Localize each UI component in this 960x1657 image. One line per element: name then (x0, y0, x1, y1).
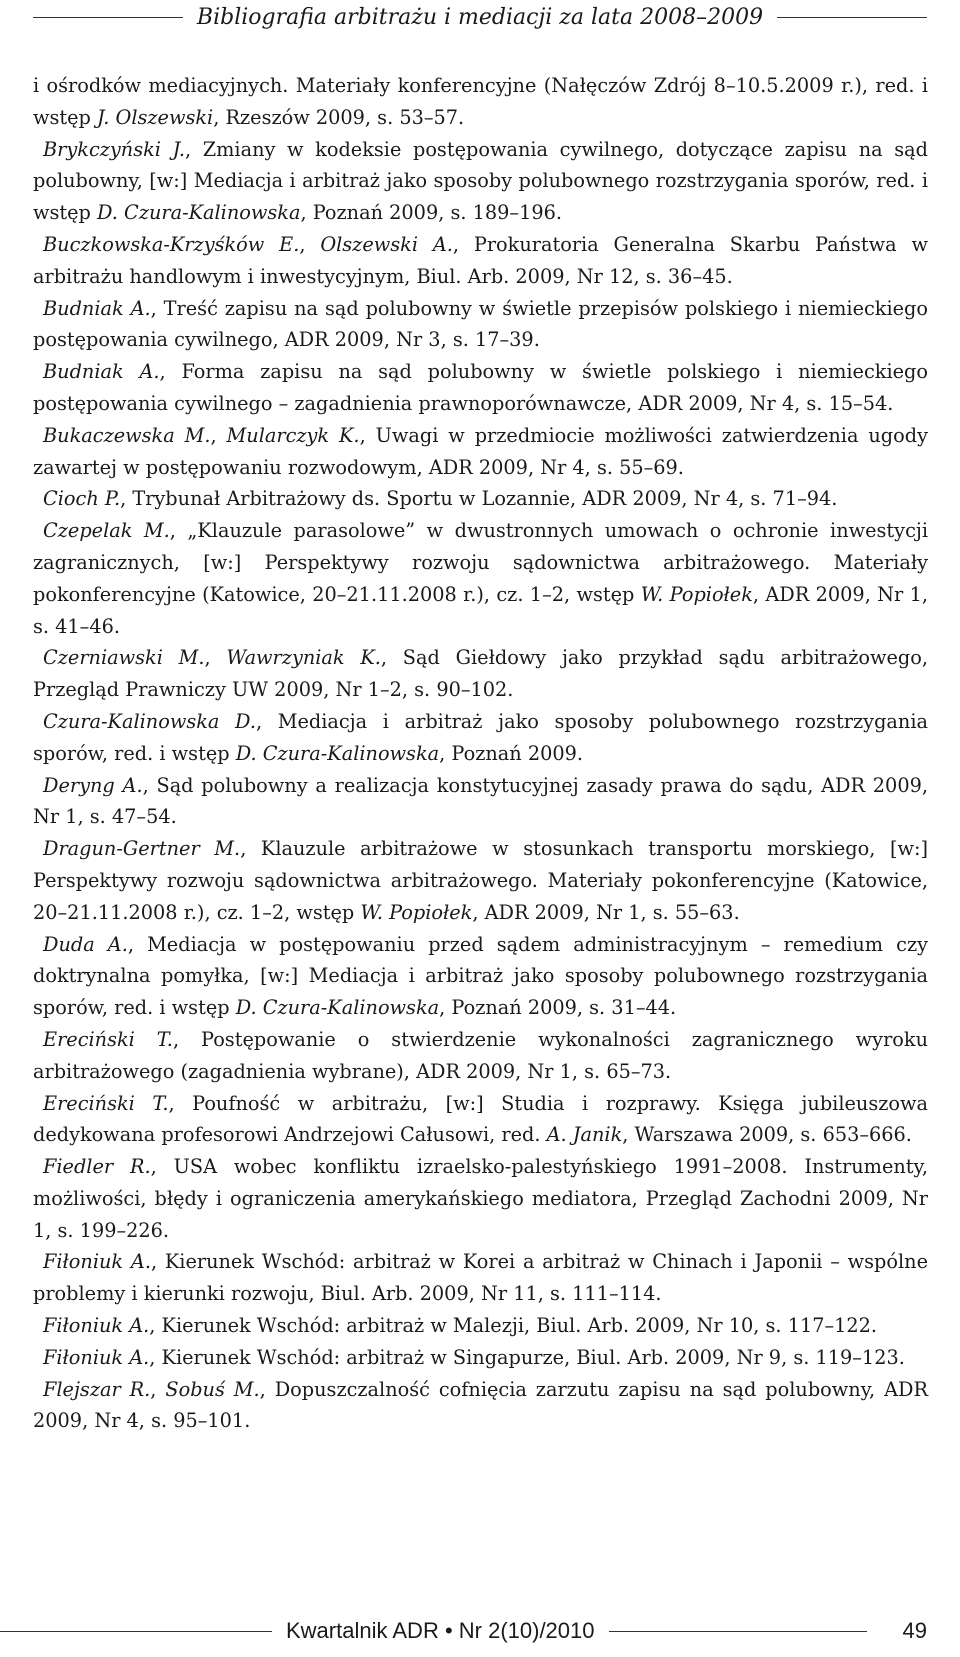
entry-text: , Postępowanie o stwierdzenie wykonalności zagranicznego wyroku arbitrażowego (zagadnienia wybrane), ADR 2009, Nr 1, s. 65–73. (33, 1027, 928, 1083)
bibliography-entry (33, 293, 928, 357)
entry-author-or-editor: Cioch P. (43, 487, 121, 511)
entry-author-or-editor: Budniak A. (43, 296, 151, 320)
entry-author-or-editor: Bukaczewska M. (43, 423, 211, 447)
entry-author-or-editor: D. Czura-Kalinowska (235, 741, 440, 765)
entry-author-or-editor: Duda A. (43, 932, 128, 956)
entry-text: , (150, 1377, 166, 1401)
entry-author-or-editor: W. Popiołek (640, 582, 753, 606)
bibliography-entry (33, 356, 928, 420)
running-title: Bibliografia arbitrażu i mediacji za lata 2008–2009 (196, 4, 764, 30)
entry-text: , Treść zapisu na sąd polubowny w świetle przepisów polskiego i niemieckiego postępowania cywilnego, ADR 2009, Nr 3, s. 17–39. (33, 296, 928, 352)
entry-text: , Poznań 2009, s. 31–44. (439, 996, 677, 1020)
journal-name: Kwartalnik ADR • Nr 2(10)/2010 (286, 1618, 595, 1643)
entry-author-or-editor: Fiłoniuk A. (43, 1250, 151, 1274)
entry-author-or-editor: Buczkowska-Krzyśków E. (43, 232, 300, 256)
entry-text: , Warszawa 2009, s. 653–666. (622, 1123, 912, 1147)
entry-author-or-editor: Deryng A. (43, 773, 143, 797)
bibliography-entry (33, 642, 928, 706)
bibliography-entry (33, 1342, 928, 1374)
bibliography-entry (33, 1024, 928, 1088)
entry-author-or-editor: Czepelak M. (43, 519, 170, 543)
entry-text: , „Klauzule parasolowe” w dwustronnych umowach o ochronie inwestycji zagranicznych, [w:] Perspektywy rozwoju sądownictwa arbitrażowego. Materiały pokonferencyjne (Katowice, 20–21.11.2008 r.), cz. 1–2, wstęp (33, 519, 929, 606)
bibliography-entry (33, 929, 928, 1024)
page-footer (0, 1616, 960, 1646)
entry-author-or-editor: Dragun-Gertner M. (43, 837, 241, 861)
entry-text: , Mediacja w postępowaniu przed sądem administracyjnym – remedium czy doktrynalna pomyłka, [w:] Mediacja i arbitraż jako sposoby polubownego rozstrzygania sporów, red. i wstęp (33, 932, 929, 1020)
entry-author-or-editor: Fiłoniuk A. (43, 1314, 150, 1338)
entry-text: , Poznań 2009. (439, 741, 584, 765)
header-rule-left (33, 17, 183, 18)
entry-text: , Kierunek Wschód: arbitraż w Korei a arbitraż w Chinach i Japonii – wspólne problemy i kierunki rozwoju, Biul. Arb. 2009, Nr 11, s. 111–114. (33, 1250, 928, 1306)
entry-author-or-editor: Czura-Kalinowska D. (43, 709, 256, 733)
entry-text: , Uwagi w przedmiocie możliwości zatwierdzenia ugody zawartej w postępowaniu rozwodowym, ADR 2009, Nr 4, s. 55–69. (33, 423, 928, 479)
bibliography-entry (33, 1374, 928, 1438)
entry-text: , Kierunek Wschód: arbitraż w Singapurze, Biul. Arb. 2009, Nr 9, s. 119–123. (149, 1345, 905, 1369)
bibliography-entry (33, 515, 928, 642)
entry-text: , Sąd polubowny a realizacja konstytucyjnej zasady prawa do sądu, ADR 2009, Nr 1, s. 47–54. (33, 773, 928, 829)
bibliography-entry (33, 1088, 928, 1152)
entry-text: , (204, 646, 227, 670)
bibliography-entry (33, 483, 928, 515)
bibliography-list (33, 70, 928, 1437)
entry-author-or-editor: Czerniawski M. (43, 646, 205, 670)
entry-author-or-editor: J. Olszewski (97, 105, 214, 129)
bibliography-entry (33, 1151, 928, 1246)
bibliography-entry (33, 1246, 928, 1310)
entry-author-or-editor: Ereciński T. (43, 1027, 173, 1051)
entry-text: , Zmiany w kodeksie postępowania cywilnego, dotyczące zapisu na sąd polubowny, [w:] Mediacja i arbitraż jako sposoby polubownego rozstrzygania sporów, red. i wstęp (33, 137, 928, 225)
bibliography-entry (33, 420, 928, 484)
entry-author-or-editor: Brykczyński J. (43, 137, 185, 161)
footer-rule-left (0, 1631, 272, 1632)
entry-text: , Dopuszczalność cofnięcia zarzutu zapisu na sąd polubowny, ADR 2009, Nr 4, s. 95–101. (33, 1377, 928, 1433)
bibliography-entry (33, 833, 928, 928)
entry-text: , Trybunał Arbitrażowy ds. Sportu w Lozannie, ADR 2009, Nr 4, s. 71–94. (120, 487, 838, 511)
entry-author-or-editor: Flejszar R. (43, 1377, 151, 1401)
entry-text: , Rzeszów 2009, s. 53–57. (213, 105, 465, 129)
entry-author-or-editor: Wawrzyniak K. (226, 646, 381, 670)
entry-author-or-editor: Olszewski A. (320, 232, 453, 256)
entry-author-or-editor: Sobuś M. (165, 1377, 260, 1401)
entry-text: , USA wobec konfliktu izraelsko-palestyńskiego 1991–2008. Instrumenty, możliwości, błędy i ograniczenia amerykańskiego mediatora, Przegląd Zachodni 2009, Nr 1, s. 199–226. (33, 1155, 928, 1242)
bibliography-entry (33, 134, 928, 229)
page-number: 49 (902, 1618, 927, 1643)
entry-text: , ADR 2009, Nr 1, s. 55–63. (472, 900, 740, 924)
entry-text: , Forma zapisu na sąd polubowny w świetle polskiego i niemieckiego postępowania cywilnego – zagadnienia prawnoporównawcze, ADR 2009, Nr 4, s. 15–54. (33, 360, 928, 415)
entry-text: , Klauzule arbitrażowe w stosunkach transportu morskiego, [w:] Perspektywy rozwoju sądownictwa arbitrażowego. Materiały pokonferencyjne (Katowice, 20–21.11.2008 r.), cz. 1–2, wstęp (33, 837, 928, 924)
bibliography-entry (33, 70, 928, 134)
entry-author-or-editor: W. Popiołek (360, 900, 473, 924)
entry-text: , Mediacja i arbitraż jako sposoby polubownego rozstrzygania sporów, red. i wstęp (33, 709, 928, 765)
bibliography-entry (33, 1310, 928, 1342)
entry-text: , Poufność w arbitrażu, [w:] Studia i rozprawy. Księga jubileuszowa dedykowana profesorowi Andrzejowi Całusowi, red. (33, 1091, 928, 1147)
entry-text: , (299, 232, 321, 256)
entry-author-or-editor: Fiłoniuk A. (43, 1345, 150, 1369)
entry-author-or-editor: D. Czura-Kalinowska (97, 201, 301, 225)
entry-author-or-editor: D. Czura-Kalinowska (235, 996, 440, 1020)
bibliography-entry (33, 770, 928, 834)
entry-text: , ADR 2009, Nr 1, s. 41–46. (33, 582, 929, 638)
entry-author-or-editor: A. Janik (546, 1123, 623, 1147)
entry-text: i ośrodków mediacyjnych. Materiały konferencyjne (Nałęczów Zdrój 8–10.5.2009 r.), red. i wstęp (33, 74, 928, 129)
entry-text: , Poznań 2009, s. 189–196. (300, 201, 562, 225)
header-rule-right (777, 17, 927, 18)
bibliography-entry (33, 706, 928, 770)
footer-rule-right (609, 1631, 867, 1632)
entry-author-or-editor: Fiedler R. (43, 1155, 151, 1179)
entry-author-or-editor: Mularczyk K. (226, 423, 360, 447)
entry-author-or-editor: Budniak A. (43, 360, 160, 384)
entry-text: , (210, 423, 227, 447)
entry-text: , Prokuratoria Generalna Skarbu Państwa w arbitrażu handlowym i inwestycyjnym, Biul. Arb. 2009, Nr 12, s. 36–45. (33, 232, 929, 288)
entry-text: , Sąd Giełdowy jako przykład sądu arbitrażowego, Przegląd Prawniczy UW 2009, Nr 1–2, s. 90–102. (33, 646, 929, 702)
running-header (0, 2, 960, 32)
bibliography-entry (33, 229, 928, 293)
entry-text: , Kierunek Wschód: arbitraż w Malezji, Biul. Arb. 2009, Nr 10, s. 117–122. (149, 1314, 878, 1338)
entry-author-or-editor: Ereciński T. (43, 1091, 169, 1115)
